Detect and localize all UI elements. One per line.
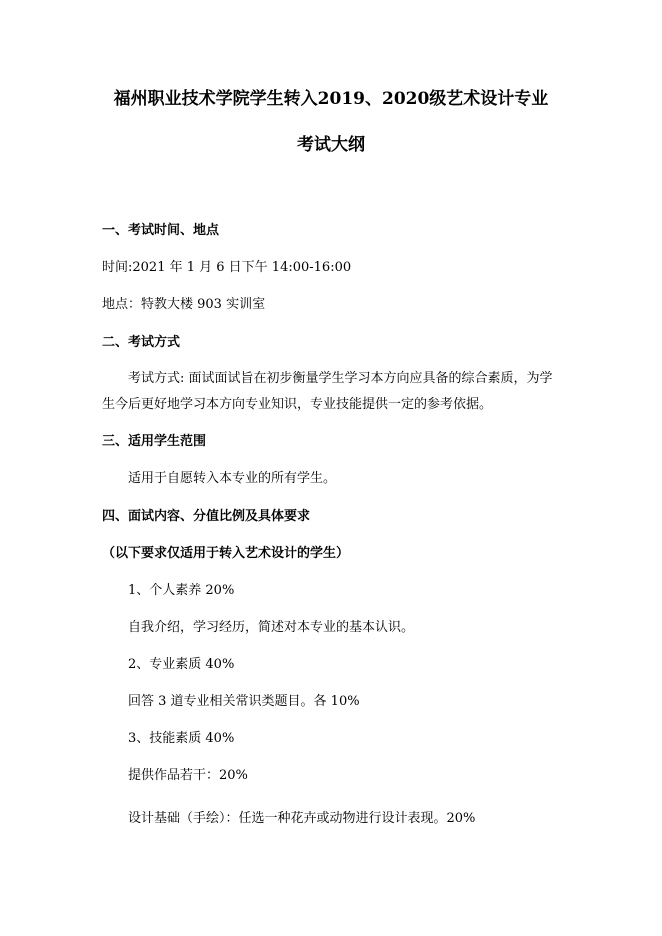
item3-design: 设计基础（手绘）：任选一种花卉或动物进行设计表现。20% — [128, 811, 476, 826]
item1-title: 1、个人素养 20% — [128, 583, 235, 598]
item3-desc: 提供作品若干：20% — [128, 768, 248, 783]
section4-note: （以下要求仅适用于转入艺术设计的学生） — [102, 546, 350, 561]
document-title-line2: 考试大纲 — [297, 135, 365, 155]
item2-desc: 回答 3 道专业相关常识类题目。各 10% — [128, 694, 360, 709]
section2-heading: 二、考试方式 — [102, 335, 181, 350]
section1-heading: 一、考试时间、地点 — [102, 223, 220, 238]
exam-time: 时间:2021 年 1 月 6 日下午 14:00-16:00 — [102, 260, 352, 275]
section2-para-line1: 考试方式: 面试面试旨在初步衡量学生学习本方向应具备的综合素质，为学 — [128, 371, 553, 386]
item1-desc: 自我介绍，学习经历，简述对本专业的基本认识。 — [128, 620, 415, 635]
document-title-line1: 福州职业技术学院学生转入2019、2020级艺术设计专业 — [113, 89, 549, 109]
exam-location: 地点：特教大楼 903 实训室 — [102, 297, 266, 312]
section4-heading: 四、面试内容、分值比例及具体要求 — [102, 509, 311, 524]
section2-para-line2: 生今后更好地学习本方向专业知识，专业技能提供一定的参考依据。 — [102, 397, 493, 412]
item2-title: 2、专业素质 40% — [128, 657, 235, 672]
section3-para: 适用于自愿转入本专业的所有学生。 — [128, 471, 337, 486]
section3-heading: 三、适用学生范围 — [102, 434, 207, 449]
item3-title: 3、技能素质 40% — [128, 731, 235, 746]
